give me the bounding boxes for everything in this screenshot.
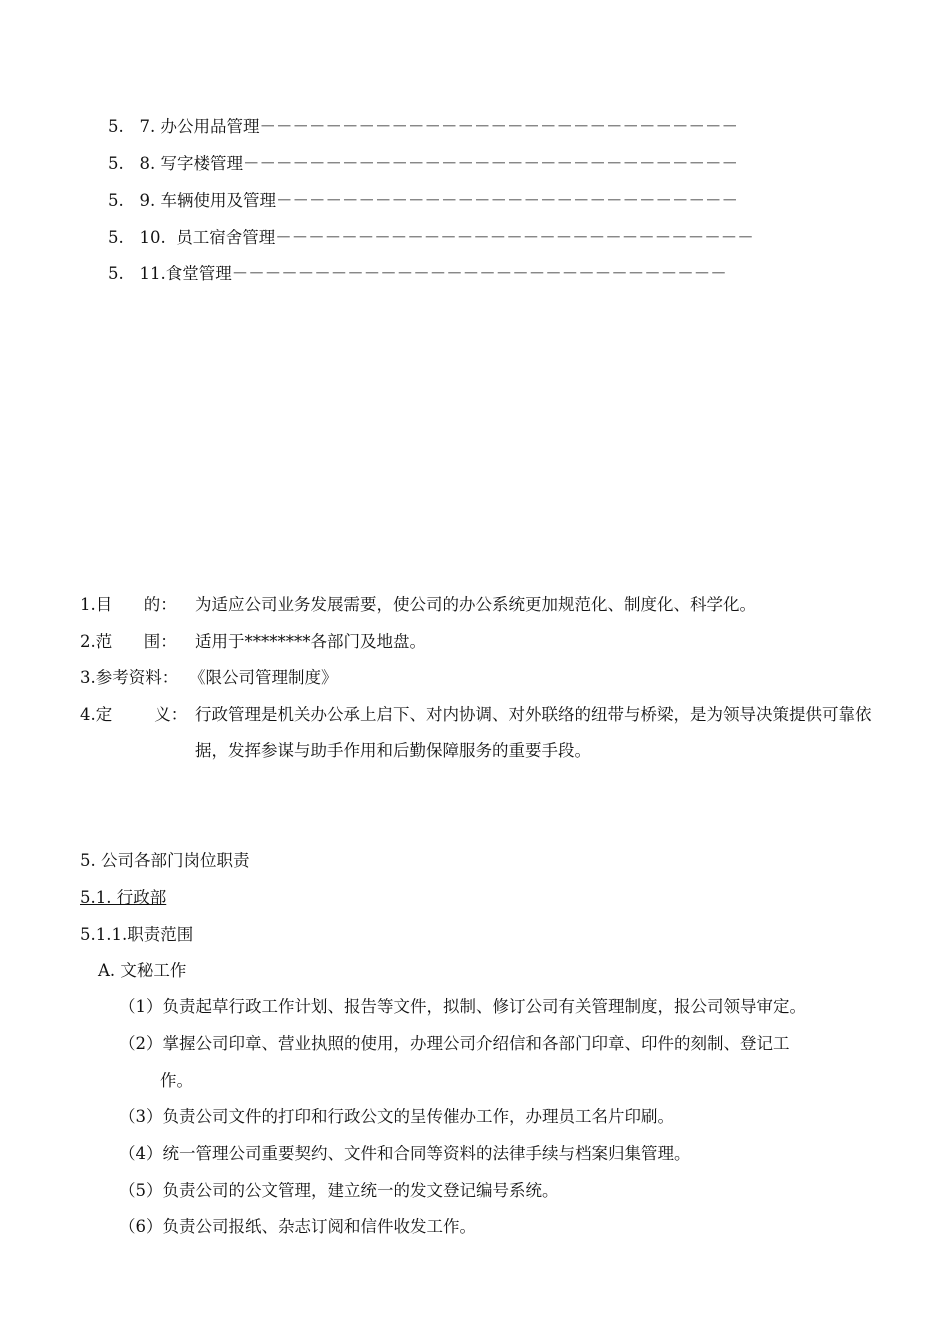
toc-line-5-11: 5. 11.食堂管理－－－－－－－－－－－－－－－－－－－－－－－－－－－－－－	[108, 264, 727, 283]
scope-text: 适用于********各部门及地盘。	[195, 632, 426, 651]
section-heading: 5. 公司各部门岗位职责	[80, 851, 250, 870]
duty-item-2-continued: 作。	[160, 1071, 193, 1090]
purpose-label: 1.目 的：	[80, 595, 177, 614]
duty-item-6: （6）负责公司报纸、杂志订阅和信件收发工作。	[119, 1217, 476, 1236]
reference-label: 3.参考资料：	[80, 668, 179, 687]
toc-line-5-7: 5. 7. 办公用品管理－－－－－－－－－－－－－－－－－－－－－－－－－－－－－	[108, 117, 738, 136]
toc-line-5-8: 5. 8. 写字楼管理－－－－－－－－－－－－－－－－－－－－－－－－－－－－－－	[108, 154, 738, 173]
definition-text: 行政管理是机关办公承上启下、对内协调、对外联络的纽带与桥梁，是为领导决策提供可靠依据，发挥参谋与助手作用和后勤保障服务的重要手段。	[195, 705, 872, 760]
duty-item-4: （4）统一管理公司重要契约、文件和合同等资料的法律手续与档案归集管理。	[119, 1144, 691, 1163]
toc-line-5-10: 5. 10. 员工宿舍管理－－－－－－－－－－－－－－－－－－－－－－－－－－－－－	[108, 228, 754, 247]
definition-label: 4.定 义：	[80, 705, 188, 724]
duty-item-5: （5）负责公司的公文管理，建立统一的发文登记编号系统。	[119, 1181, 559, 1200]
subsection-heading: 5.1. 行政部	[80, 888, 167, 907]
purpose-text: 为适应公司业务发展需要，使公司的办公系统更加规范化、制度化、科学化。	[195, 595, 756, 614]
item-a-heading: A. 文秘工作	[98, 961, 187, 980]
reference-text: 《限公司管理制度》	[189, 668, 338, 687]
duty-item-1: （1）负责起草行政工作计划、报告等文件，拟制、修订公司有关管理制度，报公司领导审定。	[119, 997, 806, 1016]
duty-item-2: （2）掌握公司印章、营业执照的使用，办理公司介绍信和各部门印章、印件的刻制、登记工	[119, 1034, 790, 1053]
toc-line-5-9: 5. 9. 车辆使用及管理－－－－－－－－－－－－－－－－－－－－－－－－－－－－	[108, 191, 738, 210]
duty-item-3: （3）负责公司文件的打印和行政公文的呈传催办工作，办理员工名片印刷。	[119, 1107, 674, 1126]
subsubsection-heading: 5.1.1.职责范围	[80, 925, 194, 944]
scope-label: 2.范 围：	[80, 632, 177, 651]
